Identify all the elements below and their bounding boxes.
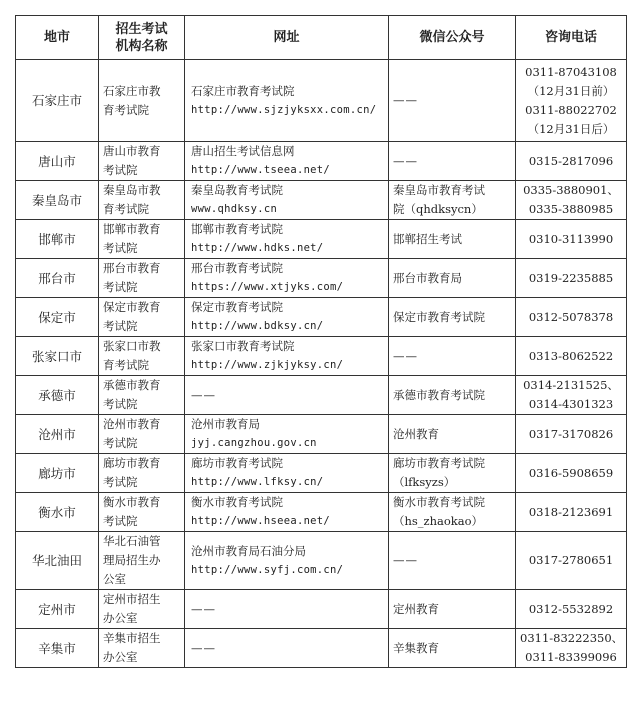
agency-cell-text: 考试院: [103, 319, 138, 333]
agency-cell: [99, 629, 185, 668]
wechat-cell: [389, 454, 516, 493]
city-cell: 秦皇岛市: [16, 181, 99, 220]
website-cell: [185, 220, 389, 259]
wechat-cell-text: 沧州教育: [393, 426, 439, 441]
wechat-cell: [389, 298, 516, 337]
table-row: [16, 532, 627, 590]
agency-cell-text: 廊坊市教育: [103, 456, 161, 470]
website-cell: [185, 454, 389, 493]
wechat-cell: [389, 590, 516, 629]
table-row: [16, 142, 627, 181]
wechat-cell-text: ——: [393, 553, 418, 567]
wechat-cell-text: 邯郸招生考试: [393, 231, 462, 246]
website-cell-text: 廊坊市教育考试院: [191, 456, 283, 470]
city-cell: 廊坊市: [16, 454, 99, 493]
phone-cell-text: 0335-3880901、: [523, 183, 619, 197]
agency-cell: [99, 590, 185, 629]
wechat-cell: [389, 376, 516, 415]
wechat-cell: [389, 629, 516, 668]
website-cell: [185, 376, 389, 415]
agency-cell: [99, 493, 185, 532]
agency-cell: [99, 454, 185, 493]
website-cell-text: 秦皇岛教育考试院: [191, 183, 283, 197]
wechat-cell-text: 邢台市教育局: [393, 270, 462, 285]
agency-cell-text: 考试院: [103, 397, 138, 411]
wechat-cell-text: ——: [393, 348, 418, 363]
wechat-cell: [389, 142, 516, 181]
website-url[interactable]: jyj.cangzhou.gov.cn: [191, 437, 317, 449]
website-cell-text: 沧州市教育局: [191, 417, 260, 431]
agency-cell: [99, 142, 185, 181]
phone-cell-text: 0316-5908659: [528, 465, 614, 480]
phone-cell: [516, 259, 627, 298]
agency-cell: [99, 415, 185, 454]
wechat-cell-text: ——: [393, 153, 418, 168]
header-agency-line: 招生考试: [115, 21, 168, 37]
website-url[interactable]: http://www.hseea.net/: [191, 515, 331, 527]
table-row: [16, 220, 627, 259]
phone-cell-text: 0312-5532892: [528, 601, 614, 616]
admissions-contact-table-wrapper: [15, 15, 627, 668]
table-row: [16, 376, 627, 415]
website-cell-text: 沧州市教育局石油分局: [191, 543, 306, 558]
city-cell: 邯郸市: [16, 220, 99, 259]
agency-cell: [99, 60, 185, 142]
website-url[interactable]: http://www.hdks.net/: [191, 242, 324, 254]
agency-cell-text: 考试院: [103, 241, 138, 255]
agency-cell-text: 保定市教育: [103, 300, 161, 314]
wechat-cell-text: 廊坊市教育考试院: [393, 456, 485, 470]
website-cell-text: ——: [191, 601, 216, 616]
agency-cell-text: 承德市教育: [103, 378, 161, 392]
phone-cell: [516, 532, 627, 590]
wechat-cell: [389, 60, 516, 142]
website-cell: [185, 142, 389, 181]
city-cell: 沧州市: [16, 415, 99, 454]
agency-cell-text: 张家口市教: [103, 339, 161, 353]
phone-cell: [516, 629, 627, 668]
wechat-cell-text: 秦皇岛市教育考试: [393, 183, 485, 197]
header-wechat: 微信公众号: [389, 16, 516, 60]
phone-cell: [516, 493, 627, 532]
agency-cell-text: 考试院: [103, 514, 138, 528]
phone-cell: [516, 181, 627, 220]
website-cell: [185, 532, 389, 590]
wechat-cell-text: 辛集教育: [393, 640, 439, 655]
wechat-cell-text: ——: [393, 93, 418, 107]
table-row: [16, 337, 627, 376]
phone-cell-text: 0313-8062522: [528, 348, 614, 363]
city-cell: 唐山市: [16, 142, 99, 181]
agency-cell-text: 华北石油管: [103, 534, 161, 548]
phone-cell: [516, 220, 627, 259]
agency-cell-text: 理局招生办: [103, 553, 161, 567]
agency-cell: [99, 337, 185, 376]
city-cell: 辛集市: [16, 629, 99, 668]
phone-cell-text: 0314-4301323: [528, 397, 614, 411]
website-cell: [185, 298, 389, 337]
phone-cell: [516, 376, 627, 415]
phone-cell-text: 0314-2131525、: [523, 378, 619, 392]
phone-cell: [516, 298, 627, 337]
wechat-cell-text: 衡水市教育考试院: [393, 495, 485, 509]
city-cell: 定州市: [16, 590, 99, 629]
agency-cell-text: 唐山市教育: [103, 144, 161, 158]
agency-cell: [99, 181, 185, 220]
website-cell: [185, 181, 389, 220]
agency-cell-text: 考试院: [103, 475, 138, 489]
website-url[interactable]: http://www.syfj.com.cn/: [191, 563, 344, 576]
admissions-contact-table: [15, 15, 627, 668]
agency-cell-text: 辛集市招生: [103, 631, 161, 645]
table-row: [16, 181, 627, 220]
table-row: [16, 454, 627, 493]
phone-cell-text: 0315-2817096: [528, 153, 614, 168]
website-cell: [185, 259, 389, 298]
phone-cell-text: 0317-3170826: [528, 426, 614, 441]
wechat-cell-text: 院（qhdksycn）: [393, 202, 483, 216]
agency-cell: [99, 376, 185, 415]
website-cell-text: 唐山招生考试信息网: [191, 144, 295, 158]
website-cell: [185, 493, 389, 532]
phone-cell-text: 0335-3880985: [528, 202, 614, 216]
website-url[interactable]: https://www.xtjyks.com/: [191, 281, 344, 293]
agency-cell: [99, 532, 185, 590]
wechat-cell: [389, 532, 516, 590]
wechat-cell: [389, 493, 516, 532]
phone-cell: [516, 590, 627, 629]
city-cell: 华北油田: [16, 532, 99, 590]
phone-cell-text: 0311-83399096: [525, 650, 617, 664]
website-url[interactable]: http://www.zjkjyksy.cn/: [191, 359, 344, 371]
agency-cell-text: 秦皇岛市教: [103, 183, 161, 197]
phone-cell-text: 0310-3113990: [528, 231, 614, 246]
agency-cell-text: 定州市招生: [103, 592, 161, 606]
table-row: [16, 493, 627, 532]
agency-cell-text: 育考试院: [103, 202, 149, 216]
table-body: [16, 60, 627, 668]
website-cell-text: ——: [191, 387, 216, 402]
wechat-cell-text: 承德市教育考试院: [393, 387, 485, 402]
agency-cell-text: 考试院: [103, 280, 138, 294]
city-cell: 保定市: [16, 298, 99, 337]
header-city: 地市: [16, 16, 99, 60]
table-row: [16, 415, 627, 454]
agency-cell-text: 沧州市教育: [103, 417, 161, 431]
phone-cell-text: 0312-5078378: [528, 309, 614, 324]
table-row: [16, 60, 627, 142]
website-cell-text: 石家庄市教育考试院: [191, 83, 295, 98]
agency-cell-text: 考试院: [103, 436, 138, 450]
phone-cell-text: （12月31日前）: [527, 83, 615, 98]
wechat-cell-text: （lfksyzs）: [393, 475, 456, 489]
website-cell: [185, 590, 389, 629]
website-url[interactable]: http://www.lfksy.cn/: [191, 476, 324, 488]
phone-cell: [516, 454, 627, 493]
wechat-cell-text: 保定市教育考试院: [393, 309, 485, 324]
agency-cell-text: 石家庄市教: [103, 83, 161, 98]
website-cell: [185, 415, 389, 454]
agency-cell-text: 办公室: [103, 611, 138, 625]
header-row: [16, 16, 627, 60]
table-row: [16, 298, 627, 337]
phone-cell-text: 0311-88022702: [525, 102, 617, 117]
phone-cell: [516, 337, 627, 376]
header-phone: 咨询电话: [516, 16, 627, 60]
agency-cell: [99, 298, 185, 337]
website-cell-text: 衡水市教育考试院: [191, 495, 283, 509]
city-cell: 承德市: [16, 376, 99, 415]
table-row: [16, 590, 627, 629]
phone-cell: [516, 415, 627, 454]
table-row: [16, 629, 627, 668]
phone-cell-text: 0319-2235885: [528, 270, 614, 285]
agency-cell-text: 衡水市教育: [103, 495, 161, 509]
agency-cell: [99, 220, 185, 259]
agency-cell-text: 公室: [103, 572, 126, 586]
wechat-cell: [389, 415, 516, 454]
phone-cell-text: 0311-87043108: [525, 64, 617, 79]
website-cell-text: 保定市教育考试院: [191, 300, 283, 314]
website-cell: [185, 337, 389, 376]
agency-cell-text: 育考试院: [103, 358, 149, 372]
agency-cell-text: 邯郸市教育: [103, 222, 161, 236]
header-website: 网址: [185, 16, 389, 60]
website-cell-text: 邯郸市教育考试院: [191, 222, 283, 236]
website-cell-text: 张家口市教育考试院: [191, 339, 295, 353]
header-agency: [99, 16, 185, 60]
phone-cell-text: 0317-2780651: [528, 553, 614, 567]
wechat-cell-text: （hs_zhaokao）: [393, 514, 484, 528]
table-row: [16, 259, 627, 298]
phone-cell: [516, 142, 627, 181]
city-cell: 衡水市: [16, 493, 99, 532]
header-agency-line: 机构名称: [115, 38, 168, 54]
wechat-cell: [389, 181, 516, 220]
phone-cell: [516, 60, 627, 142]
wechat-cell: [389, 337, 516, 376]
website-url[interactable]: www.qhdksy.cn: [191, 203, 278, 215]
agency-cell-text: 育考试院: [103, 102, 149, 117]
city-cell: 石家庄市: [16, 60, 99, 142]
agency-cell-text: 邢台市教育: [103, 261, 161, 275]
phone-cell-text: 0318-2123691: [528, 504, 614, 519]
wechat-cell-text: 定州教育: [393, 601, 439, 616]
agency-cell-text: 考试院: [103, 163, 138, 177]
website-cell: [185, 60, 389, 142]
website-cell-text: ——: [191, 640, 216, 655]
agency-cell: [99, 259, 185, 298]
website-url[interactable]: http://www.bdksy.cn/: [191, 320, 324, 332]
phone-cell-text: 0311-83222350、: [520, 631, 624, 645]
city-cell: 张家口市: [16, 337, 99, 376]
website-url[interactable]: http://www.tseea.net/: [191, 164, 331, 176]
phone-cell-text: （12月31日后）: [527, 121, 615, 136]
website-cell: [185, 629, 389, 668]
wechat-cell: [389, 220, 516, 259]
wechat-cell: [389, 259, 516, 298]
city-cell: 邢台市: [16, 259, 99, 298]
agency-cell-text: 办公室: [103, 650, 138, 664]
website-url[interactable]: http://www.sjzjyksxx.com.cn/: [191, 103, 377, 116]
website-cell-text: 邢台市教育考试院: [191, 261, 283, 275]
